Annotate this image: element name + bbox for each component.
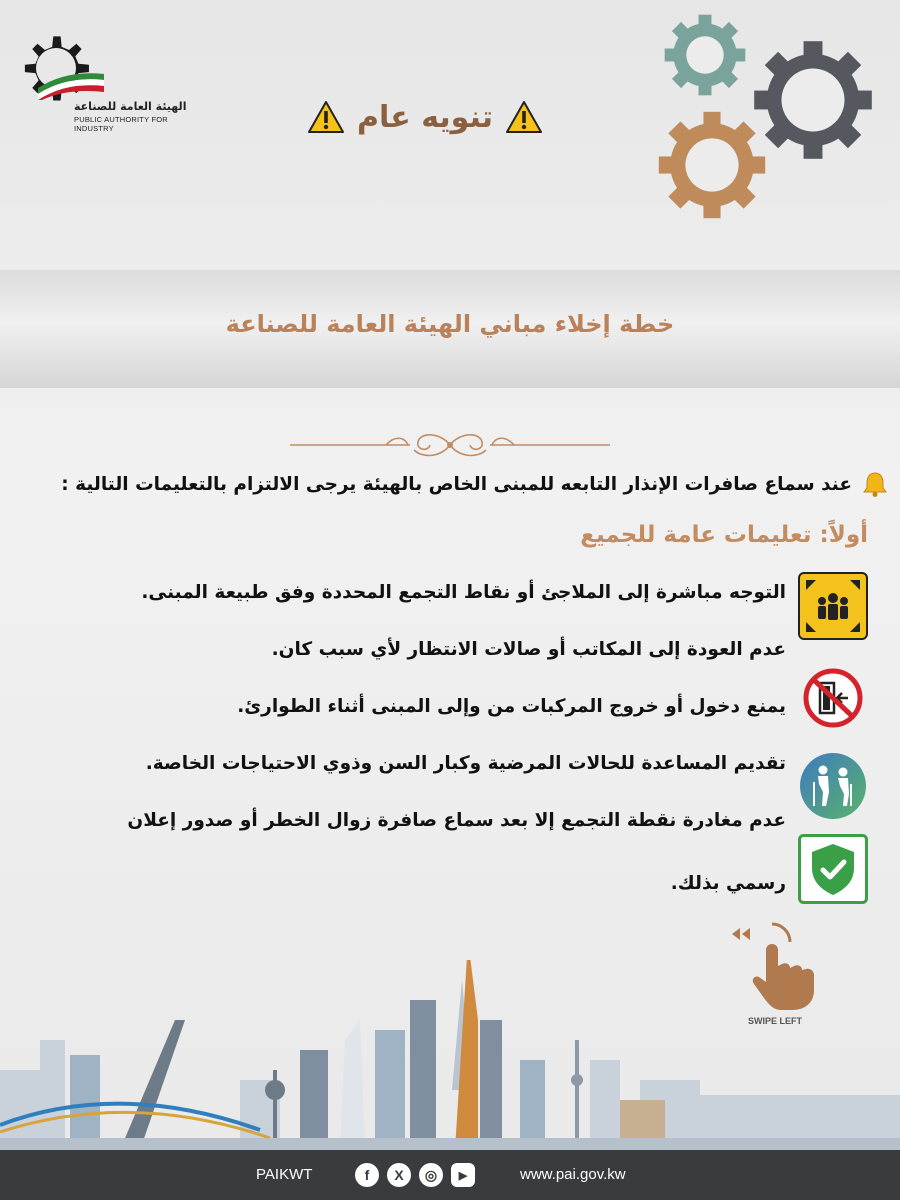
footer-handle: PAIKWT [256,1166,313,1183]
brown-gear-icon [659,112,765,218]
intro-line [18,470,890,498]
logo-english-name: PUBLIC AUTHORITY FOR INDUSTRY [74,115,168,133]
facebook-glyph: f [364,1167,370,1183]
banner-title: خطة إخلاء مباني الهيئة العامة للصناعة [225,310,675,338]
instagram-icon[interactable] [419,1163,443,1187]
ornament-divider [290,428,610,462]
social-icons [355,1163,475,1187]
youtube-glyph: ▶ [458,1169,468,1182]
x-glyph: X [394,1167,404,1183]
safety-shield-icon [798,834,868,904]
teal-gear-icon [665,15,746,96]
instruction-item: عدم العودة إلى المكاتب أو صالات الانتظار لأي سبب كان. [271,639,786,660]
youtube-icon[interactable] [451,1163,475,1187]
instruction-item: رسمي بذلك. [670,873,786,894]
instruction-item: عدم مغادرة نقطة التجمع إلا بعد سماع صافرة زوال الخطر أو صدور إعلان [127,810,786,831]
instruction-item: تقديم المساعدة للحالات المرضية وكبار السن وذوي الاحتياجات الخاصة. [145,753,786,774]
instagram-glyph: ◎ [424,1166,438,1183]
facebook-icon[interactable] [355,1163,379,1187]
intro-text: عند سماع صافرات الإنذار التابعه للمبنى الخاص بالهيئة يرجى الالتزام بالتعليمات التالية : [61,473,852,495]
footer-website[interactable]: www.pai.gov.kw [520,1166,626,1183]
instruction-item: التوجه مباشرة إلى الملاجئ أو نقاط التجمع المحددة وفق طبيعة المبنى. [141,582,786,603]
elderly-assistance-icon [799,752,867,820]
gray-gear-icon [754,41,872,159]
section-heading: أولاً: تعليمات عامة للجميع [580,522,868,548]
bell-icon [860,470,890,498]
assembly-point-icon [798,572,868,640]
title-banner [0,270,900,388]
gears-decoration [620,0,900,250]
x-icon[interactable] [387,1163,411,1187]
warning-icon [307,100,345,134]
city-skyline-illustration [0,960,900,1150]
warning-icon [505,100,543,134]
notice-title: تنويه عام [357,99,493,135]
kuwait-flag-icon [36,66,106,100]
notice-header [290,92,560,142]
instruction-item: يمنع دخول أو خروج المركبات من وإلى المبنى أثناء الطوارئ. [237,696,786,717]
footer [0,1150,900,1200]
logo-arabic-name: الهيئة العامة للصناعة [74,100,187,113]
swipe-label: SWIPE LEFT [748,1016,802,1026]
no-exit-icon [798,668,868,728]
logo [14,14,204,133]
